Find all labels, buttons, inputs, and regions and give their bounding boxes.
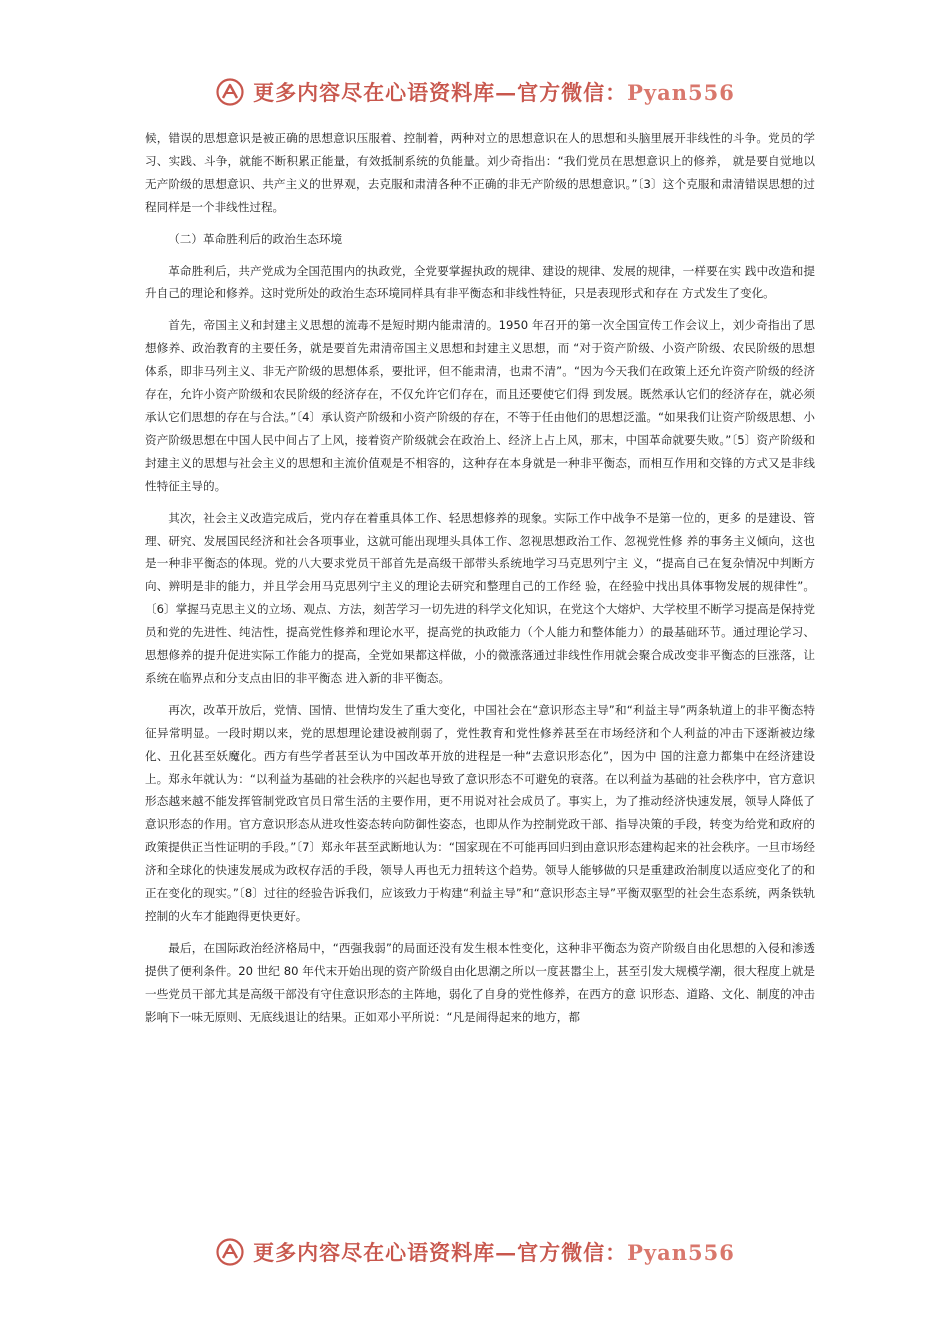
paragraph: 最后，在国际政治经济格局中，“西强我弱”的局面还没有发生根本性变化，这种非平衡态为资产阶级自由化思想的入侵和渗透提供了便利条件。20 世纪 80 年代末开始出现的资产阶级自由化思潮之所以一度甚嚣尘上，甚至引发大规模学潮，很大程度上就是一些党员干部尤其是高级干部没有守住意识形态的主阵地，弱化了自身的党性修养，在西方的意 识形态、道路、文化、制度的冲击影响下一味无原则、无底线退让的结果。正如邓小平所说：“凡是闹得起来的地方，都	[145, 940, 815, 1024]
paragraph: 首先，帝国主义和封建主义思想的流毒不是短时期内能肃清的。1950 年召开的第一次全国宣传工作会议上，刘少奇指出了思想修养、政治教育的主要任务，就是要首先肃清帝国主义思想和封建主义思想，而 “对于资产阶级、小资产阶级、农民阶级的思想体系，即非马列主义、非无产阶级的思想体系，要批评，但不能肃清，也肃不清”。“因为今天我们在政策上还允许资产阶级的经济存在，允许小资产阶级和农民阶级的经济存在，不仅允许它们存在，而且还要使它们得 到发展。既然承认它们的经济存在，就必须承认它们思想的存在与合法。”〔4〕承认资产阶级和小资产阶级的存在，不等于任由他们的思想泛滥。“如果我们让资产阶级思想、小资产阶级思想在中国人民中间占了上风，接着资产阶级就会在政治上、经济上占上风，那末，中国革命就要失败。”〔5〕资产阶级和封建主义的思想与社会主义的思想和主流价值观是不相容的，这种存在本身就是一种非平衡态，而相互作用和交锋的方式又是非线性特征主导的。	[145, 318, 815, 493]
brand-logo-icon	[215, 77, 245, 107]
header-watermark-banner	[0, 72, 950, 112]
paragraph: 其次，社会主义改造完成后，党内存在着重具体工作、轻思想修养的现象。实际工作中战争不是第一位的，更多 的是建设、管理、研究、发展国民经济和社会各项事业，这就可能出现埋头具体工作、忽视思想政治工作、忽视党性修 养的事务主义倾向，这也是一种非平衡态的体现。党的八大要求党员干部首先是高级干部带头系统地学习马克思列宁主 义，“提高自己在复杂情况中判断方向、辨明是非的能力，并且学会用马克思列宁主义的理论去研究和整理自己的工作经 验，在经验中找出具体事物发展的规律性”。〔6〕掌握马克思主义的立场、观点、方法，刻苦学习一切先进的科学文化知识，在党这个大熔炉、大学校里不断学习提高是保持党员和党的先进性、纯洁性，提高党性修养和理论水平，提高党的执政能力（个人能力和整体能力）的最基础环节。通过理论学习、思想修养的提升促进实际工作能力的提高，全党如果都这样做，小的微涨落通过非线性作用就会聚合成改变非平衡态的巨涨落，让系统在临界点和分支点由旧的非平衡态 进入新的非平衡态。	[145, 510, 815, 685]
banner-slogan: 更多内容尽在心语资料库—官方微信：	[253, 1240, 628, 1265]
banner-slogan: 更多内容尽在心语资料库—官方微信：	[253, 80, 628, 105]
brand-logo-icon	[215, 1237, 245, 1267]
banner-wechat-id: Pyan556	[627, 1240, 735, 1265]
banner-wechat-id: Pyan556	[627, 80, 735, 105]
banner-text	[253, 1237, 735, 1267]
paragraph-continued: 候，错误的思想意识是被正确的思想意识压服着、控制着，两种对立的思想意识在人的思想和头脑里展开非线性的斗争。党员的学习、实践、斗争，就能不断积累正能量，有效抵制系统的负能量。刘少奇指出：“我们党员在思想意识上的修养， 就是要自觉地以无产阶级的思想意识、共产主义的世界观，去克服和肃清各种不正确的非无产阶级的思想意识。”〔3〕这个克服和肃清错误思想的过程同样是一个非线性过程。	[145, 131, 815, 214]
paragraph: 再次，改革开放后，党情、国情、世情均发生了重大变化，中国社会在“意识形态主导”和“利益主导”两条轨道上的非平衡态特征异常明显。一段时期以来，党的思想理论建设被削弱了，党性教育和党性修养甚至在市场经济和个人利益的冲击下逐渐被边缘化、丑化甚至妖魔化。西方有些学者甚至认为中国改革开放的进程是一种“去意识形态化”，因为中 国的注意力都集中在经济建设上。郑永年就认为：“以利益为基础的社会秩序的兴起也导致了意识形态不可避免的衰落。在以利益为基础的社会秩序中，官方意识形态越来越不能发挥管制党政官员日常生活的主要作用，更不用说对社会成员了。事实上，为了推动经济快速发展，领导人降低了意识形态的作用。官方意识形态从进攻性姿态转向防御性姿态，也即从作为控制党政干部、指导决策的手段，转变为给党和政府的政策提供正当性证明的手段。”〔7〕郑永年甚至武断地认为：“国家现在不可能再回归到由意识形态建构起来的社会秩序。一旦市场经济和全球化的快速发展成为政权存活的手段，领导人再也无力扭转这个趋势。领导人能够做的只是重建政治制度以适应变化了的和正在变化的现实。”〔8〕过往的经验告诉我们，应该致力于构建“利益主导”和“意识形态主导”平衡双驱型的社会生态系统，两条铁轨控制的火车才能跑得更快更好。	[145, 702, 815, 923]
section-heading: （二）革命胜利后的政治生态环境	[168, 231, 343, 246]
banner-text	[253, 77, 735, 107]
footer-watermark-banner	[0, 1232, 950, 1272]
paragraph: 革命胜利后，共产党成为全国范围内的执政党，全党要掌握执政的规律、建设的规律、发展的规律，一样要在实 践中改造和提升自己的理论和修养。这时党所处的政治生态环境同样具有非平衡态和非线性特征，只是表现形式和存在 方式发生了变化。	[145, 263, 815, 301]
article-body	[145, 127, 815, 1038]
